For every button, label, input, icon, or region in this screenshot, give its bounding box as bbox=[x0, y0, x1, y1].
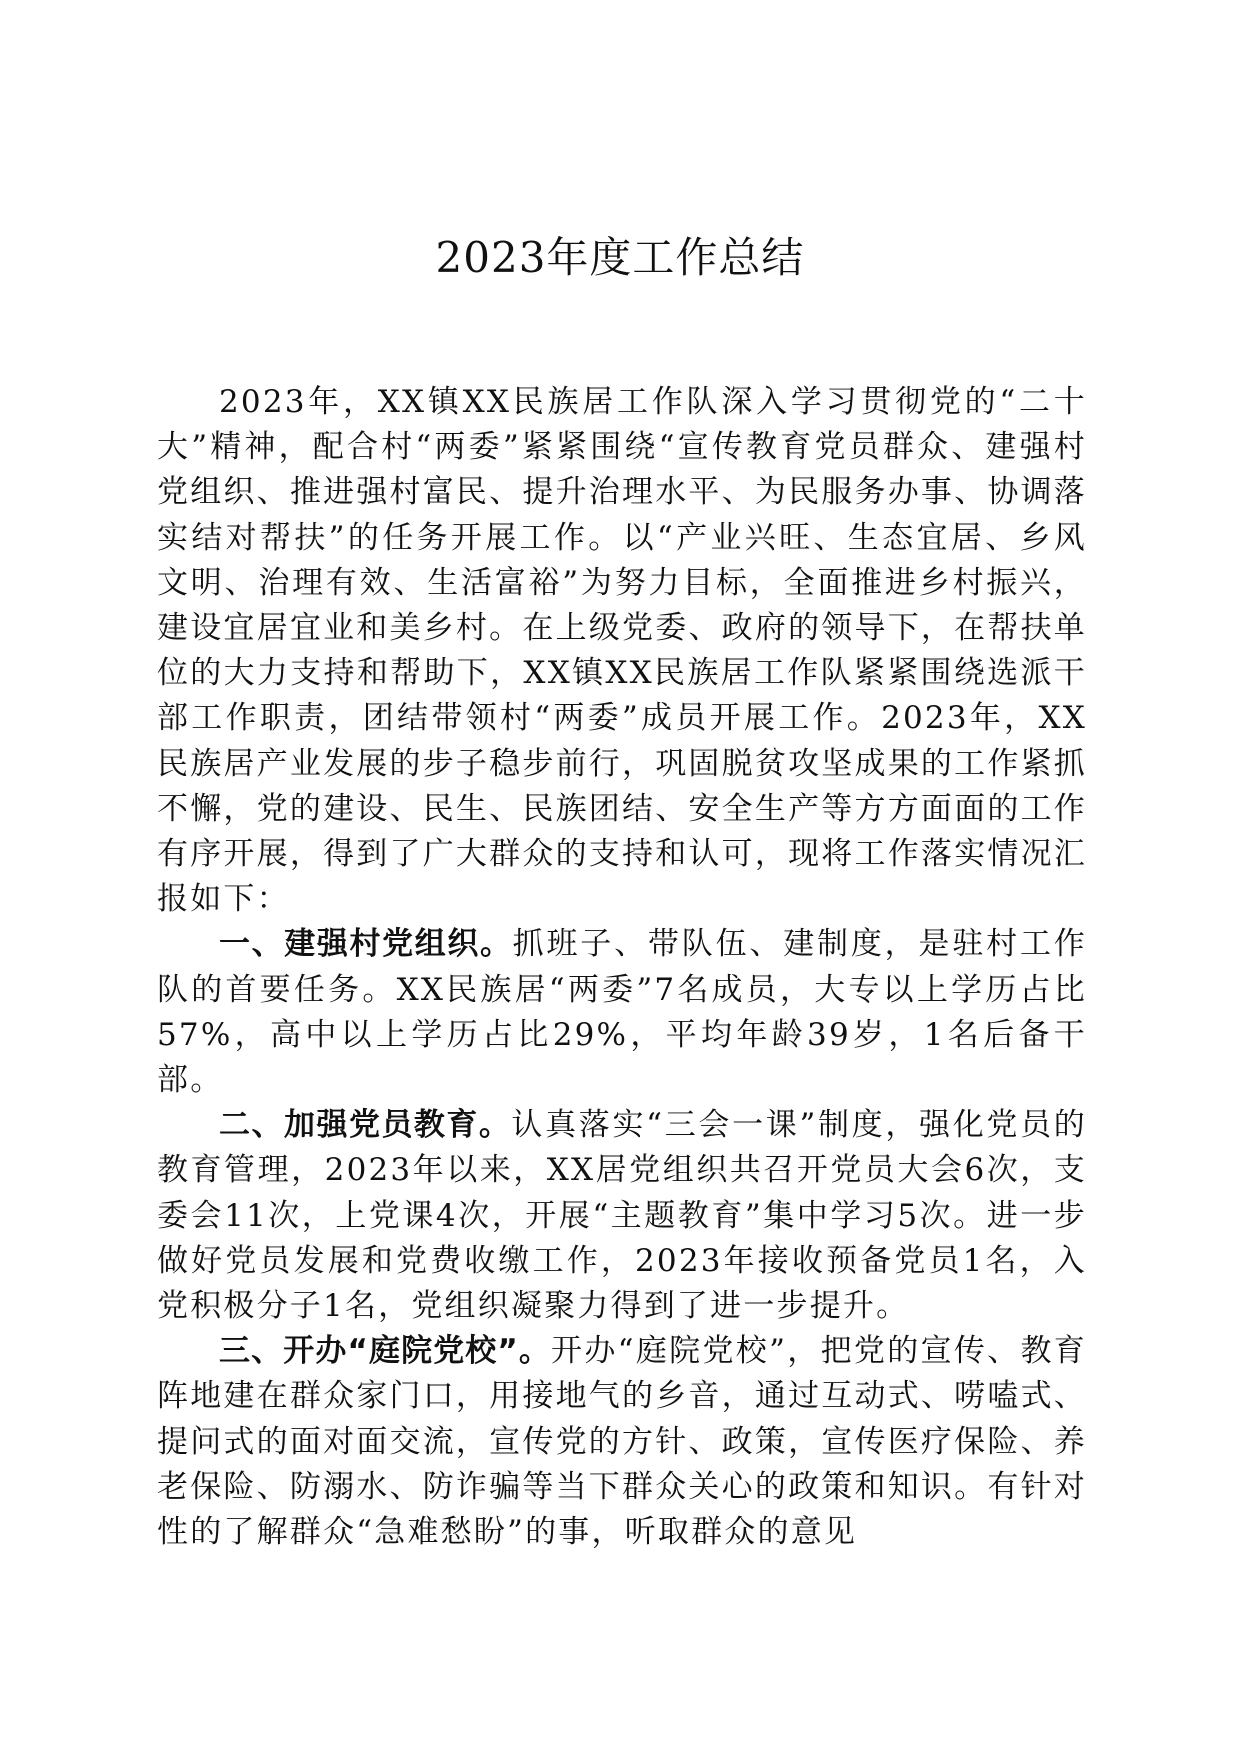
document-body bbox=[157, 380, 1087, 1555]
intro-paragraph: 2023年，XX镇XX民族居工作队深入学习贯彻党的“二十大”精神，配合村“两委”紧紧围绕“宣传教育党员群众、建强村党组织、推进强村富民、提升治理水平、为民服务办事、协调落实结对帮扶”的任务开展工作。以“产业兴旺、生态宜居、乡风文明、治理有效、生活富裕”为努力目标，全面推进乡村振兴，建设宜居宜业和美乡村。在上级党委、政府的领导下，在帮扶单位的大力支持和帮助下，XX镇XX民族居工作队紧紧围绕选派干部工作职责，团结带领村“两委”成员开展工作。2023年，XX民族居产业发展的步子稳步前行，巩固脱贫攻坚成果的工作紧抓不懈，党的建设、民生、民族团结、安全生产等方方面面的工作有序开展，得到了广大群众的支持和认可，现将工作落实情况汇报如下： bbox=[157, 384, 1087, 918]
section-heading-1: 一、建强村党组织。 bbox=[219, 926, 513, 963]
section-paragraph-3 bbox=[157, 1329, 1087, 1555]
section-heading-2: 二、加强党员教育。 bbox=[219, 1107, 512, 1144]
section-text-1: 抓班子、带队伍、建制度，是驻村工作队的首要任务。XX民族居“两委”7名成员，大专以上学历占比57%，高中以上学历占比29%，平均年龄39岁，1名后备干部。 bbox=[157, 926, 1088, 1099]
section-text-3: 开办“庭院党校”，把党的宣传、教育阵地建在群众家门口，用接地气的乡音，通过互动式、唠嗑式、提问式的面对面交流，宣传党的方针、政策，宣传医疗保险、养老保险、防溺水、防诈骗等当下群众关心的政策和知识。有针对性的了解群众“急难愁盼”的事，听取群众的意见 bbox=[157, 1333, 1087, 1551]
section-heading-3: 三、开办“庭院党校”。 bbox=[219, 1333, 552, 1370]
page-title: 2023年度工作总结 bbox=[435, 233, 805, 282]
section-text-2: 认真落实“三会一课”制度，强化党员的教育管理，2023年以来，XX居党组织共召开党员大会6次，支委会11次，上党课4次，开展“主题教育”集中学习5次。进一步做好党员发展和党费收缴工作，2023年接收预备党员1名，入党积极分子1名，党组织凝聚力得到了进一步提升。 bbox=[157, 1107, 1088, 1325]
section-paragraph-1 bbox=[157, 922, 1087, 1103]
section-paragraph-2 bbox=[157, 1103, 1087, 1329]
